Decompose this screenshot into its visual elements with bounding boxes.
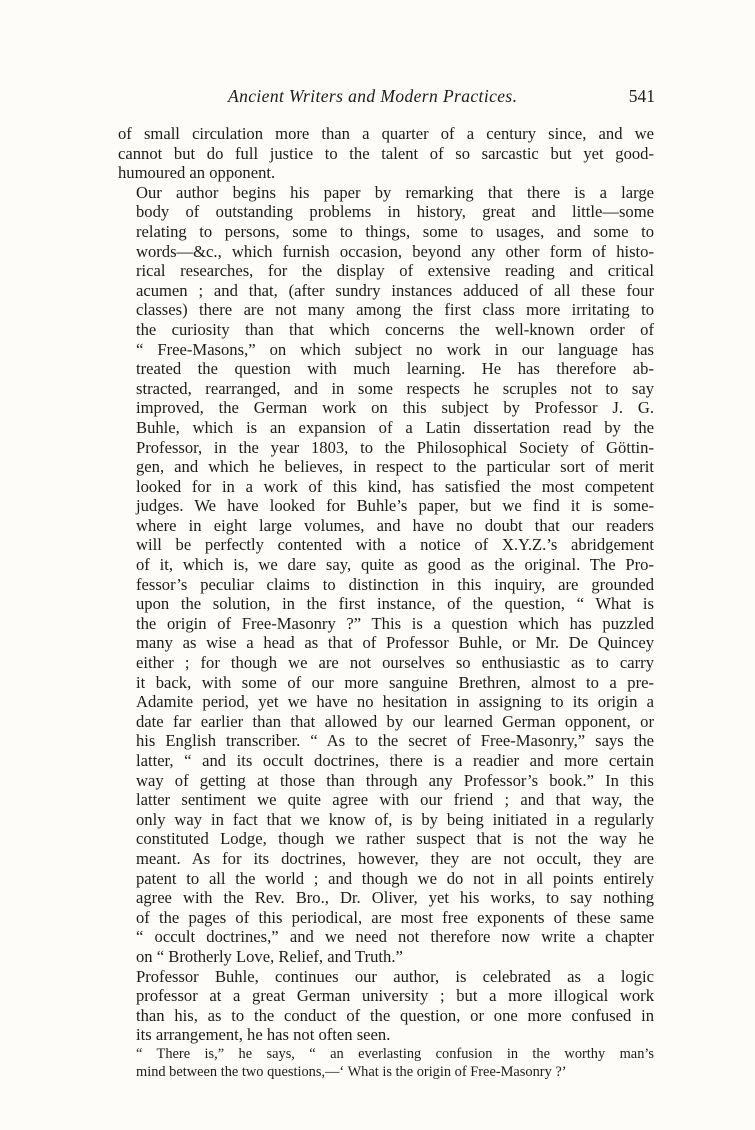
paragraph (118, 967, 654, 1045)
text-line: date far earlier than that allowed by our learned German opponent, or (136, 711, 654, 731)
text-line: cannot but do full justice to the talent of so sarcastic but yet good- (118, 143, 654, 163)
text-line: many as wise a head as that of Professor Buhle, or Mr. De Quincey (136, 633, 654, 653)
text-line: latter sentiment we quite agree with our friend ; and that way, the (136, 790, 654, 810)
text-line: relating to persons, some to things, some to usages, and some to (136, 221, 654, 241)
text-line: treated the question with much learning. He has therefore ab- (136, 359, 654, 379)
text-line: only way in fact that we know of, is by being initiated in a regularly (136, 809, 654, 829)
running-title: Ancient Writers and Modern Practices. (228, 86, 518, 106)
body-text (118, 124, 654, 1081)
text-line: stracted, rearranged, and in some respects he scruples not to say (136, 378, 654, 398)
text-line: body of outstanding problems in history, great and little—some (136, 202, 654, 222)
text-line: will be perfectly contented with a notice of X.Y.Z.’s abridgement (136, 535, 654, 555)
text-line: than his, as to the conduct of the question, or one more confused in (136, 1005, 654, 1025)
text-line: humoured an opponent. (118, 163, 276, 183)
text-line: “ Free-Masons,” on which subject no work in our language has (136, 339, 654, 359)
text-line: where in eight large volumes, and have no doubt that our readers (136, 515, 654, 535)
text-line: mind between the two questions,—‘ What is the origin of Free-Masonry ?’ (136, 1063, 567, 1080)
text-line: his English transcriber. “ As to the secret of Free-Masonry,” says the (136, 731, 654, 751)
text-line: Professor, in the year 1803, to the Philosophical Society of Göttin- (136, 437, 654, 457)
text-line: its arrangement, he has not often seen. (136, 1025, 391, 1045)
text-line: constituted Lodge, though we rather suspect that is not the way he (136, 829, 654, 849)
text-line: the curiosity than that which concerns the well-known order of (136, 319, 654, 339)
text-line: rical researches, for the display of extensive reading and critical (136, 261, 654, 281)
text-line: Buhle, which is an expansion of a Latin dissertation read by the (136, 417, 654, 437)
text-line: classes) there are not many among the first class more irritating to (136, 300, 654, 320)
text-line: “ occult doctrines,” and we need not therefore now write a chapter (136, 927, 654, 947)
paragraph (118, 124, 654, 183)
text-line: on “ Brotherly Love, Relief, and Truth.” (136, 946, 403, 966)
text-line: patent to all the world ; and though we do not in all points entirely (136, 868, 654, 888)
text-line: agree with the Rev. Bro., Dr. Oliver, yet his works, to say nothing (136, 888, 654, 908)
text-line: “ There is,” he says, “ an everlasting confusion in the worthy man’s (136, 1045, 654, 1062)
text-line: acumen ; and that, (after sundry instances adduced of all these four (136, 280, 654, 300)
text-line: latter, “ and its occult doctrines, there is a readier and more certain (136, 751, 654, 770)
text-line: words—&c., which furnish occasion, beyond any other form of histo- (136, 241, 654, 261)
text-line: way of getting at those than through any Professor’s book.” In this (136, 770, 654, 790)
text-line: meant. As for its doctrines, however, they are not occult, they are (136, 848, 654, 868)
page-number: 541 (628, 86, 655, 106)
text-line: Professor Buhle, continues our author, is celebrated as a logic (136, 966, 654, 986)
text-line: Our author begins his paper by remarking that there is a large (136, 182, 654, 202)
text-line: looked for in a work of this kind, has satisfied the most competent (136, 476, 654, 496)
text-line: either ; for though we are not ourselves so enthusiastic as to carry (136, 653, 654, 673)
text-line: of the pages of this periodical, are most free exponents of these same (136, 907, 654, 927)
text-line: it back, with some of our more sanguine Brethren, almost to a pre- (136, 672, 654, 692)
text-line: of small circulation more than a quarter of a century since, and we (118, 124, 654, 143)
text-line: the origin of Free-Masonry ?” This is a question which has puzzled (136, 613, 654, 633)
text-line: of it, which is, we dare say, quite as good as the original. The Pro- (136, 555, 654, 575)
text-line: fessor’s peculiar claims to distinction in this inquiry, are grounded (136, 574, 654, 594)
text-line: upon the solution, in the first instance, of the question, “ What is (136, 594, 654, 614)
text-line: gen, and which he believes, in respect to the particular sort of merit (136, 457, 654, 477)
text-line: judges. We have looked for Buhle’s paper, but we find it is some- (136, 496, 654, 516)
page-header (118, 86, 655, 110)
text-line: improved, the German work on this subject by Professor J. G. (136, 398, 654, 418)
paragraph (118, 183, 654, 967)
text-line: Adamite period, yet we have no hesitation in assigning to its origin a (136, 692, 654, 712)
text-line: professor at a great German university ; but a more illogical work (136, 986, 654, 1006)
paragraph (118, 1045, 654, 1081)
